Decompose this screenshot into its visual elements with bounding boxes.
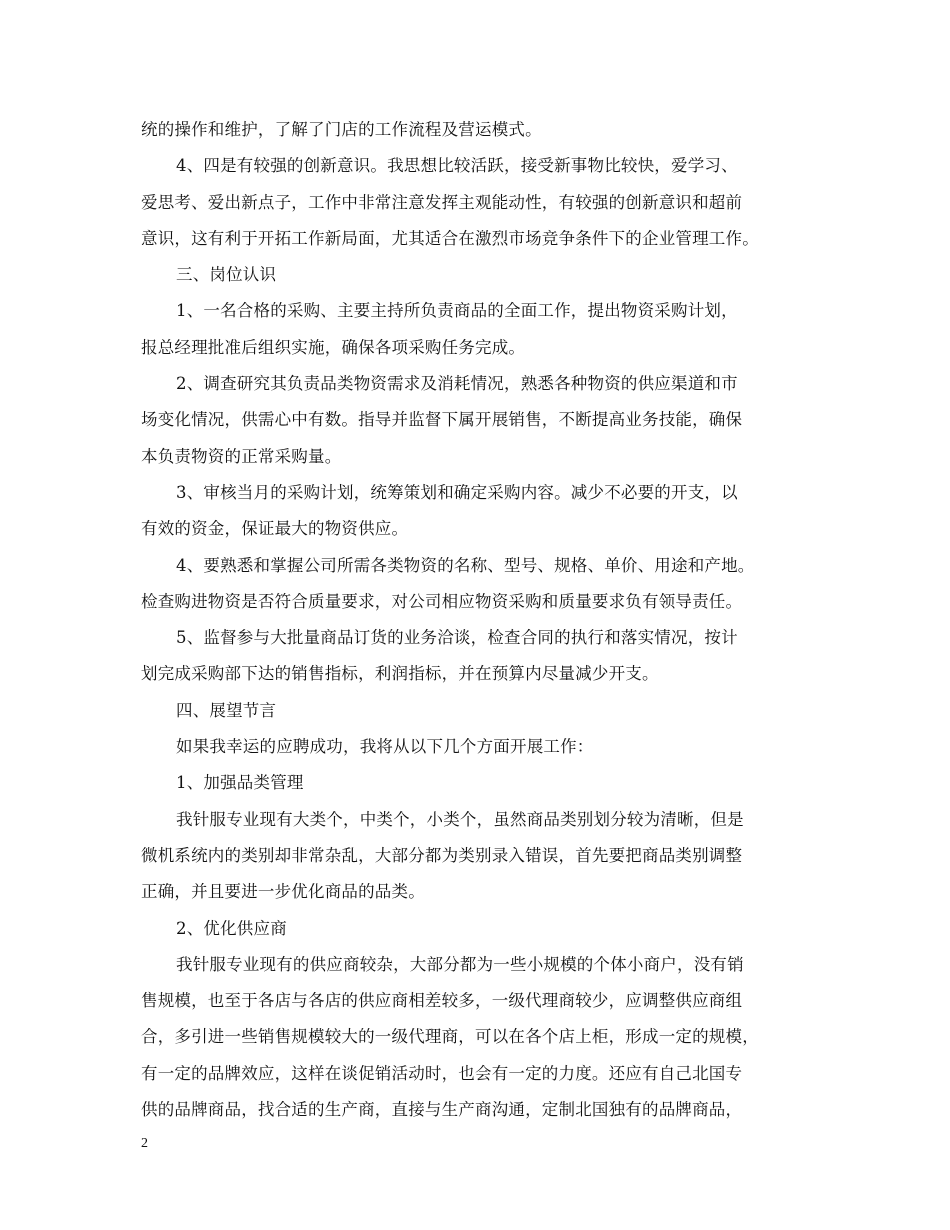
text-line: 意识，这有利于开拓工作新局面，尤其适合在激烈市场竞争条件下的企业管理工作。	[141, 228, 759, 248]
text-line: 售规模，也至于各店与各店的供应商相差较多，一级代理商较少，应调整供应商组	[141, 991, 743, 1011]
subsection-heading: 1、加强品类管理	[176, 773, 304, 793]
subsection-heading: 2、优化供应商	[176, 918, 287, 938]
text-line: 检查购进物资是否符合质量要求，对公司相应物资采购和质量要求负有领导责任。	[141, 591, 743, 611]
text-line: 有一定的品牌效应，这样在谈促销活动时，也会有一定的力度。还应有自己北国专	[141, 1063, 743, 1083]
section-heading: 三、岗位认识	[176, 265, 277, 285]
text-line: 报总经理批准后组织实施，确保各项采购任务完成。	[141, 337, 526, 357]
text-line: 2、调查研究其负责品类物资需求及消耗情况，熟悉各种物资的供应渠道和市	[176, 374, 738, 394]
text-line: 我针服专业现有大类个，中类个，小类个，虽然商品类别划分较为清晰，但是	[176, 809, 744, 829]
text-line: 1、一名合格的采购、主要主持所负责商品的全面工作，提出物资采购计划，	[176, 301, 738, 321]
text-line: 有效的资金，保证最大的物资供应。	[141, 519, 409, 539]
text-line: 正确，并且要进一步优化商品的品类。	[141, 882, 425, 902]
text-line: 我针服专业现有的供应商较杂，大部分都为一些小规模的个体小商户，没有销	[176, 954, 744, 974]
text-line: 4、四是有较强的创新意识。我思想比较活跃，接受新事物比较快，爱学习、	[176, 156, 738, 176]
text-line: 4、要熟悉和掌握公司所需各类物资的名称、型号、规格、单价、用途和产地。	[176, 555, 755, 575]
document-body	[141, 112, 809, 1128]
text-line: 供的品牌商品，找合适的生产商，直接与生产商沟通，定制北国独有的品牌商品，	[141, 1100, 743, 1120]
text-line: 本负责物资的正常采购量。	[141, 446, 342, 466]
page-number: 2	[141, 1136, 148, 1151]
text-line: 如果我幸运的应聘成功，我将从以下几个方面开展工作：	[176, 737, 594, 757]
text-line: 爱思考、爱出新点子，工作中非常注意发挥主观能动性，有较强的创新意识和超前	[141, 192, 743, 212]
text-line: 微机系统内的类别却非常杂乱，大部分都为类别录入错误，首先要把商品类别调整	[141, 845, 743, 865]
text-line: 5、监督参与大批量商品订货的业务洽谈，检查合同的执行和落实情况，按计	[176, 628, 738, 648]
text-line: 划完成采购部下达的销售指标，利润指标，并在预算内尽量减少开支。	[141, 664, 659, 684]
text-line: 3、审核当月的采购计划，统筹策划和确定采购内容。减少不必要的开支，以	[176, 482, 738, 502]
text-line: 合，多引进一些销售规模较大的一级代理商，可以在各个店上柜，形成一定的规模，	[141, 1027, 759, 1047]
section-heading: 四、展望节言	[176, 700, 277, 720]
text-line: 场变化情况，供需心中有数。指导并监督下属开展销售，不断提高业务技能，确保	[141, 410, 743, 430]
text-line: 统的操作和维护，了解了门店的工作流程及营运模式。	[141, 120, 542, 139]
